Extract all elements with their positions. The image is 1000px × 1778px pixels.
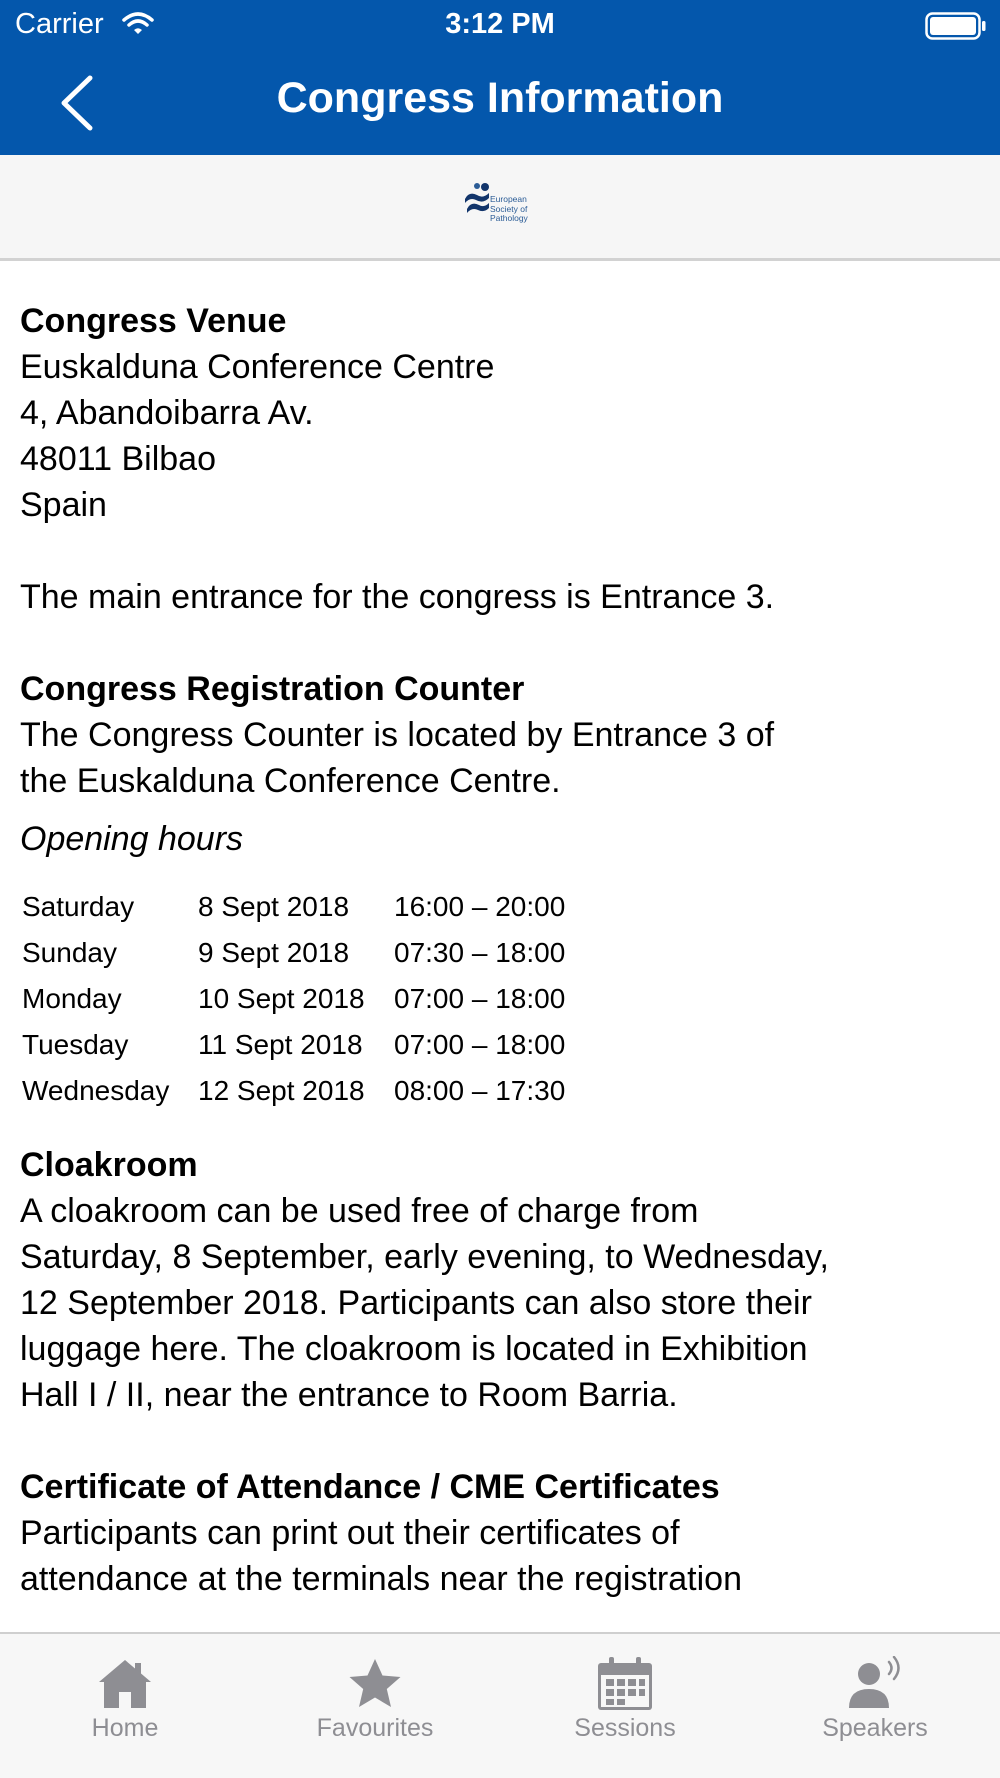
logo-text-line: Society of xyxy=(490,203,528,214)
certificate-line: Participants can print out their certificates of xyxy=(20,1514,680,1552)
esp-logo xyxy=(463,181,543,235)
tab-favourites[interactable] xyxy=(250,1634,500,1778)
table-row xyxy=(22,1068,581,1114)
hours-time: 07:30 – 18:00 xyxy=(394,937,566,968)
tab-label: Home xyxy=(91,1714,159,1742)
cloakroom-heading: Cloakroom xyxy=(20,1146,198,1184)
table-row xyxy=(22,976,581,1022)
speaker-icon xyxy=(845,1656,905,1712)
cloakroom-line: 12 September 2018. Participants can also store their xyxy=(20,1284,812,1322)
status-bar xyxy=(0,0,1000,50)
cloakroom-line: Hall I / II, near the entrance to Room Barria. xyxy=(20,1376,678,1414)
tab-label: Favourites xyxy=(316,1714,434,1742)
battery-icon xyxy=(925,12,987,45)
registration-heading: Congress Registration Counter xyxy=(20,670,525,708)
hours-day: Tuesday xyxy=(22,1029,129,1060)
hours-day: Monday xyxy=(22,983,122,1014)
info-content[interactable] xyxy=(0,262,1000,1632)
header xyxy=(0,0,1000,155)
opening-hours-table xyxy=(22,884,581,1114)
cloakroom-line: luggage here. The cloakroom is located in Exhibition xyxy=(20,1330,808,1368)
cloakroom-line: A cloakroom can be used free of charge from xyxy=(20,1192,699,1230)
venue-section xyxy=(20,298,980,620)
tab-bar xyxy=(0,1632,1000,1778)
venue-line: Euskalduna Conference Centre xyxy=(20,348,495,386)
tab-label: Sessions xyxy=(574,1714,676,1742)
hours-time: 16:00 – 20:00 xyxy=(394,891,566,922)
esp-logo-mark-icon xyxy=(463,181,493,221)
status-time: 3:12 PM xyxy=(445,8,555,40)
hours-time: 08:00 – 17:30 xyxy=(394,1075,566,1106)
hours-date: 8 Sept 2018 xyxy=(198,891,350,922)
carrier-label: Carrier xyxy=(15,8,104,40)
table-row xyxy=(22,884,581,930)
hours-date: 9 Sept 2018 xyxy=(198,937,350,968)
registration-line: The Congress Counter is located by Entrance 3 of xyxy=(20,716,775,754)
venue-heading: Congress Venue xyxy=(20,302,287,340)
esp-logo-text xyxy=(490,195,528,224)
venue-line: Spain xyxy=(20,486,107,524)
tab-home[interactable] xyxy=(0,1634,250,1778)
tab-speakers[interactable] xyxy=(750,1634,1000,1778)
hours-day: Saturday xyxy=(22,891,135,922)
logo-text-line: Pathology xyxy=(490,213,528,223)
hours-date: 12 Sept 2018 xyxy=(198,1075,365,1106)
home-icon xyxy=(95,1656,155,1712)
page-title: Congress Information xyxy=(276,74,724,122)
hours-time: 07:00 – 18:00 xyxy=(394,1029,566,1060)
star-icon xyxy=(345,1656,405,1712)
tab-sessions[interactable] xyxy=(500,1634,750,1778)
certificate-heading: Certificate of Attendance / CME Certificates xyxy=(20,1468,720,1506)
venue-line: 4, Abandoibarra Av. xyxy=(20,394,314,432)
opening-hours-label: Opening hours xyxy=(20,820,244,858)
tab-label: Speakers xyxy=(822,1714,928,1742)
calendar-icon xyxy=(595,1656,655,1712)
hours-date: 11 Sept 2018 xyxy=(198,1029,363,1060)
navigation-bar xyxy=(0,50,1000,155)
logo-text-line: European xyxy=(490,194,527,204)
hours-date: 10 Sept 2018 xyxy=(198,983,365,1014)
certificate-section xyxy=(20,1464,980,1602)
hours-day: Sunday xyxy=(22,937,117,968)
cloakroom-line: Saturday, 8 September, early evening, to Wednesday, xyxy=(20,1238,829,1276)
venue-entrance-text: The main entrance for the congress is Entrance 3. xyxy=(20,578,775,616)
registration-line: the Euskalduna Conference Centre. xyxy=(20,762,561,800)
logo-banner xyxy=(0,155,1000,261)
hours-time: 07:00 – 18:00 xyxy=(394,983,566,1014)
hours-day: Wednesday xyxy=(22,1075,170,1106)
certificate-line: attendance at the terminals near the registration xyxy=(20,1560,742,1598)
cloakroom-section xyxy=(20,1142,980,1418)
registration-section xyxy=(20,666,980,1114)
table-row xyxy=(22,930,581,976)
venue-line: 48011 Bilbao xyxy=(20,440,216,478)
table-row xyxy=(22,1022,581,1068)
